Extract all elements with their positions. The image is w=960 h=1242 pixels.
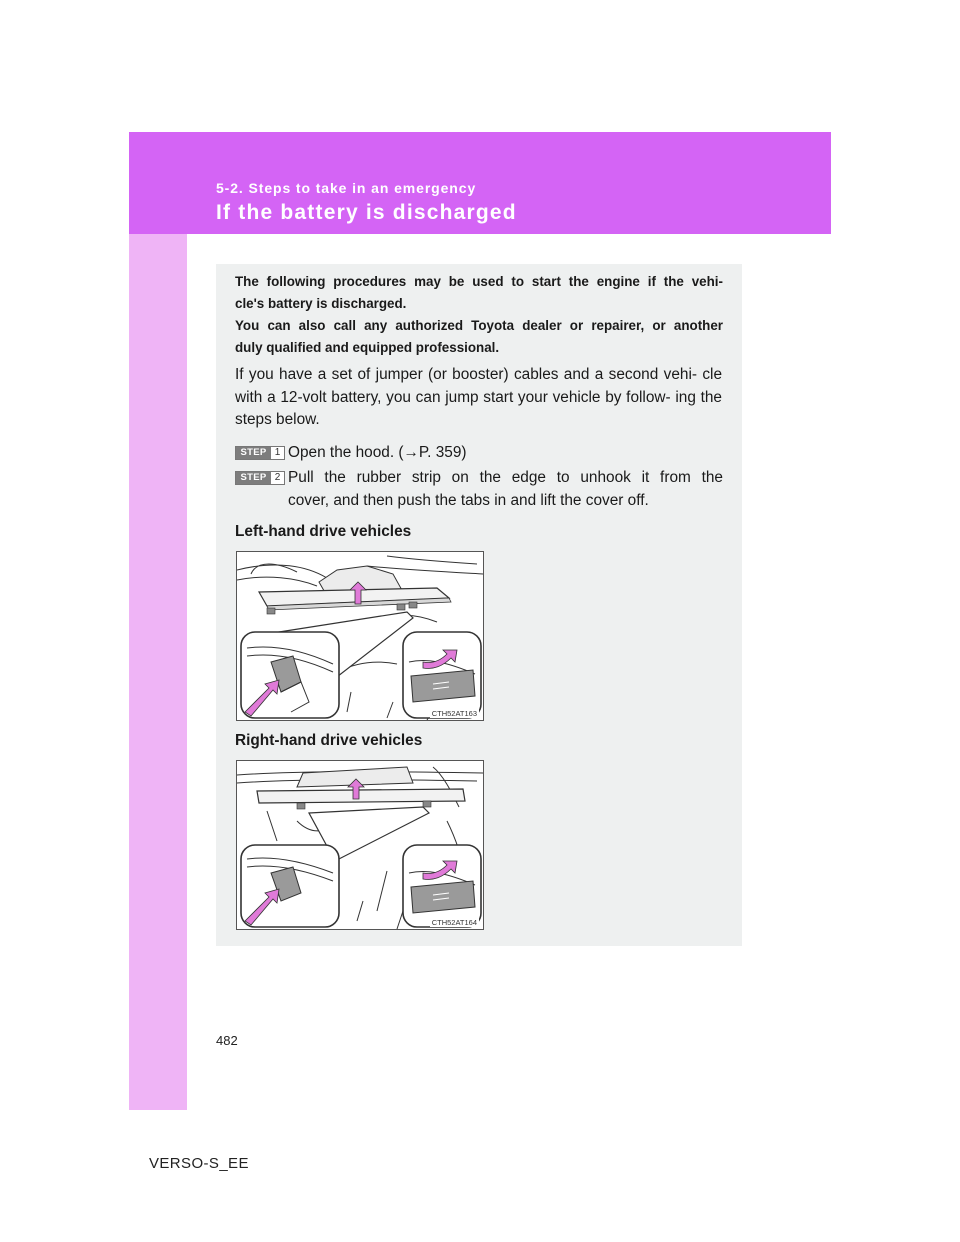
intro-line: You can also call any authorized Toyota dealer or repairer, or another	[235, 318, 723, 333]
intro-line: cle's battery is discharged.	[235, 296, 407, 311]
section-label: 5-2. Steps to take in an emergency	[216, 180, 477, 196]
cowl-cover-removal-illustration-icon	[237, 552, 483, 720]
intro-line: duly qualified and equipped professional.	[235, 340, 500, 355]
page-title: If the battery is discharged	[216, 201, 517, 224]
figure-heading-left-hand: Left-hand drive vehicles	[235, 523, 412, 540]
step-text-line: cover, and then push the tabs in and lift the cover off.	[288, 491, 649, 509]
intro-line: The following procedures may be used to start the engine if the vehi-	[235, 274, 723, 289]
cowl-cover-removal-illustration-icon	[237, 761, 483, 929]
step-badge	[235, 446, 285, 460]
step-badge-word: STEP	[236, 447, 271, 459]
figure-right-hand-drive	[236, 760, 484, 930]
figure-code: CTH52AT163	[431, 709, 477, 718]
body-paragraph: If you have a set of jumper (or booster) cables and a second vehi- cle with a 12-volt battery, you can jump start your vehicle by follow- ing the steps below.	[235, 366, 722, 428]
step-text-line: Open the hood. (→P. 359)	[288, 444, 467, 461]
step-text	[288, 467, 723, 512]
step-badge-number: 2	[274, 471, 281, 483]
figure-code: CTH52AT164	[431, 918, 477, 927]
step-text-line: Pull the rubber strip on the edge to unhook it from the	[288, 469, 723, 486]
step-badge-number: 1	[274, 446, 281, 458]
page-number: 482	[216, 1033, 238, 1048]
footer-doc-code: VERSO-S_EE	[149, 1155, 249, 1172]
figure-left-hand-drive	[236, 551, 484, 721]
step-2	[235, 467, 723, 512]
intro-note	[235, 271, 723, 359]
figure-heading-right-hand: Right-hand drive vehicles	[235, 732, 423, 749]
step-badge-word: STEP	[236, 472, 271, 484]
side-color-strip	[129, 132, 187, 1110]
step-badge	[235, 471, 285, 485]
step-1	[235, 442, 723, 465]
step-text	[288, 442, 723, 465]
